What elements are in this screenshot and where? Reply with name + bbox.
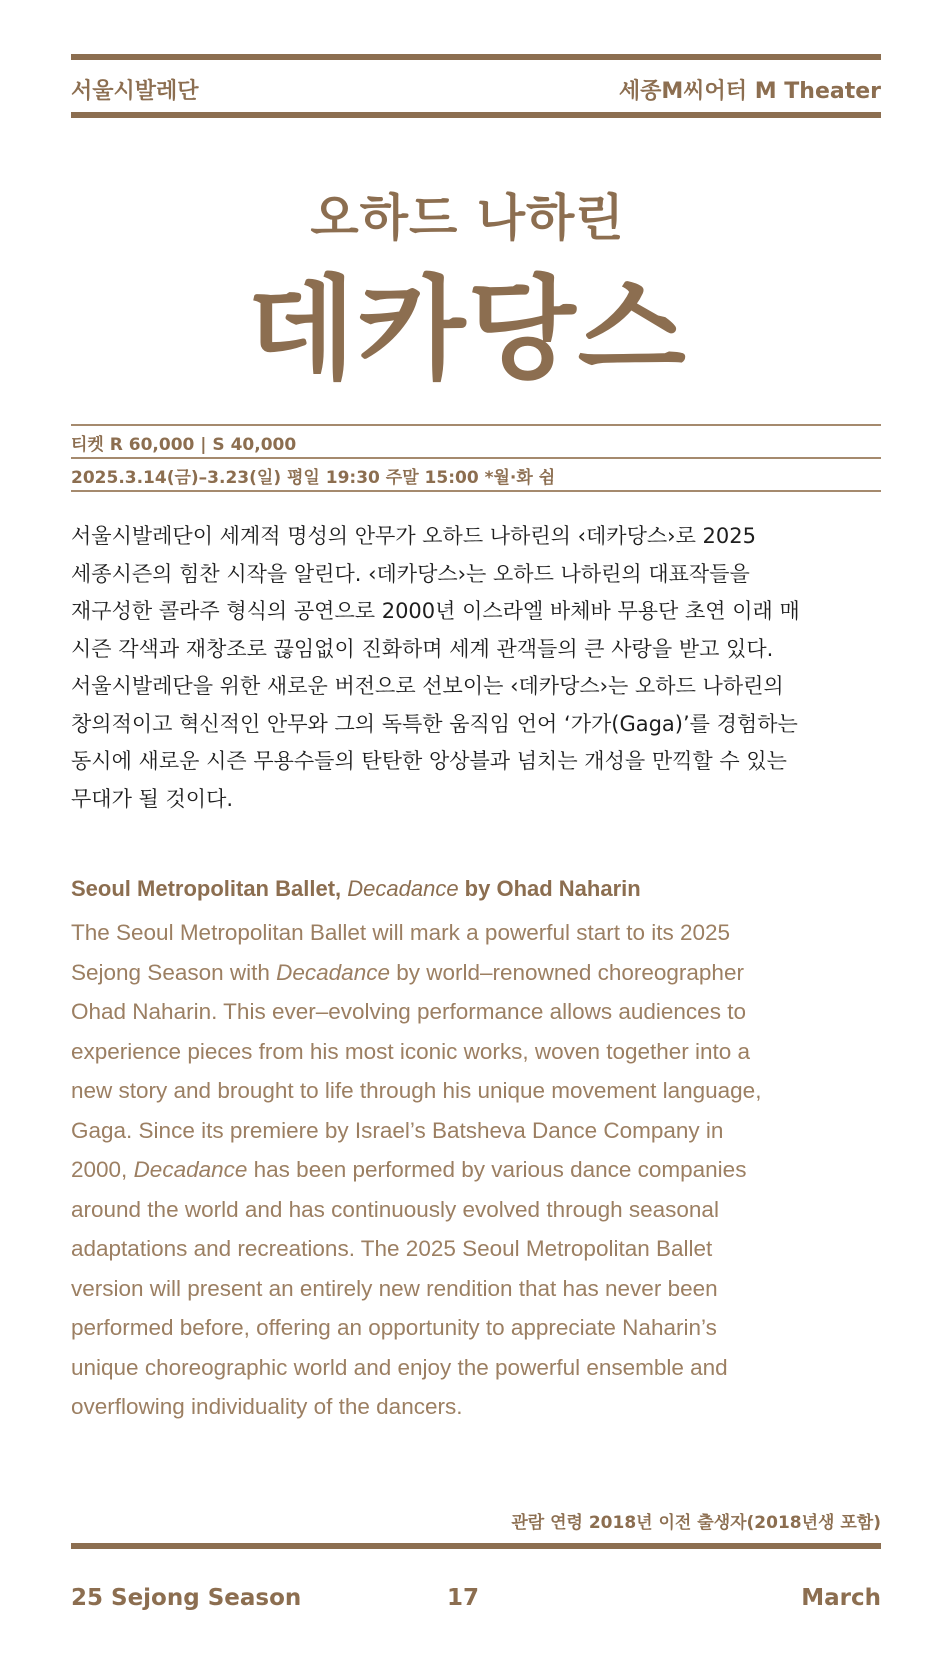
english-line: adaptations and recreations. The 2025 Seoul Metropolitan Ballet xyxy=(71,1236,713,1261)
english-line: experience pieces from his most iconic works, woven together into a xyxy=(71,1038,751,1064)
korean-description xyxy=(71,518,886,818)
title-choreographer: 오하드 나하린 xyxy=(310,189,625,247)
english-line: Sejong Season with Decadance by world–renowned choreographer xyxy=(71,959,744,985)
footer-month: March xyxy=(801,1585,881,1611)
korean-line: 동시에 새로운 시즌 무용수들의 탄탄한 앙상블과 넘치는 개성을 만끽할 수 있는 xyxy=(71,749,787,773)
english-title: Seoul Metropolitan Ballet, Decadance by Ohad Naharin xyxy=(71,876,641,901)
title-work: 데카당스 xyxy=(247,265,688,395)
age-notice: 관람 연령 2018년 이전 출생자(2018년생 포함) xyxy=(511,1513,881,1533)
english-line: version will present an entirely new rendition that has never been xyxy=(71,1275,718,1301)
info-rule-top xyxy=(71,424,881,426)
english-line: new story and brought to life through his unique movement language, xyxy=(71,1078,762,1103)
english-line: performed before, offering an opportunity to appreciate Naharin’s xyxy=(71,1315,717,1340)
performance-schedule: 2025.3.14(금)–3.23(일) 평일 19:30 주말 15:00 *월·화 쉼 xyxy=(71,468,556,488)
english-line: Ohad Naharin. This ever–evolving performance allows audiences to xyxy=(71,999,746,1024)
footer-rule xyxy=(71,1543,881,1549)
english-line: unique choreographic world and enjoy the powerful ensemble and xyxy=(71,1354,728,1380)
english-line: Gaga. Since its premiere by Israel’s Batsheva Dance Company in xyxy=(71,1117,724,1143)
korean-line: 세종시즌의 힘찬 시작을 알린다. ‹데카당스›는 오하드 나하린의 대표작들을 xyxy=(71,561,750,586)
english-line: overflowing individuality of the dancers. xyxy=(71,1394,463,1419)
english-description xyxy=(71,913,891,1427)
ticket-price: 티켓 R 60,000 | S 40,000 xyxy=(71,435,297,455)
header-venue: 세종M씨어터 M Theater xyxy=(618,79,881,104)
english-line: around the world and has continuously evolved through seasonal xyxy=(71,1196,719,1222)
korean-line: 창의적이고 혁신적인 안무와 그의 독특한 움직임 언어 ‘가가(Gaga)’를 경험하는 xyxy=(71,711,798,736)
info-rule-bottom xyxy=(71,490,881,492)
korean-line: 서울시발레단을 위한 새로운 버전으로 선보이는 ‹데카당스›는 오하드 나하린의 xyxy=(71,674,784,698)
korean-line: 시즌 각색과 재창조로 끊임없이 진화하며 세계 관객들의 큰 사랑을 받고 있다. xyxy=(71,636,774,661)
header-bottom-rule xyxy=(71,112,881,118)
korean-line: 서울시발레단이 세계적 명성의 안무가 오하드 나하린의 ‹데카당스›로 2025 xyxy=(71,524,756,548)
english-line: The Seoul Metropolitan Ballet will mark a powerful start to its 2025 xyxy=(71,920,731,945)
info-rule-middle xyxy=(71,457,881,459)
header-company: 서울시발레단 xyxy=(71,79,199,104)
korean-line: 무대가 될 것이다. xyxy=(71,786,234,811)
page-number: 17 xyxy=(447,1585,480,1611)
top-rule xyxy=(71,54,881,60)
english-line: 2000, Decadance has been performed by various dance companies xyxy=(71,1157,747,1182)
korean-line: 재구성한 콜라주 형식의 공연으로 2000년 이스라엘 바체바 무용단 초연 이래 매 xyxy=(71,599,800,623)
footer-season: 25 Sejong Season xyxy=(71,1585,302,1611)
